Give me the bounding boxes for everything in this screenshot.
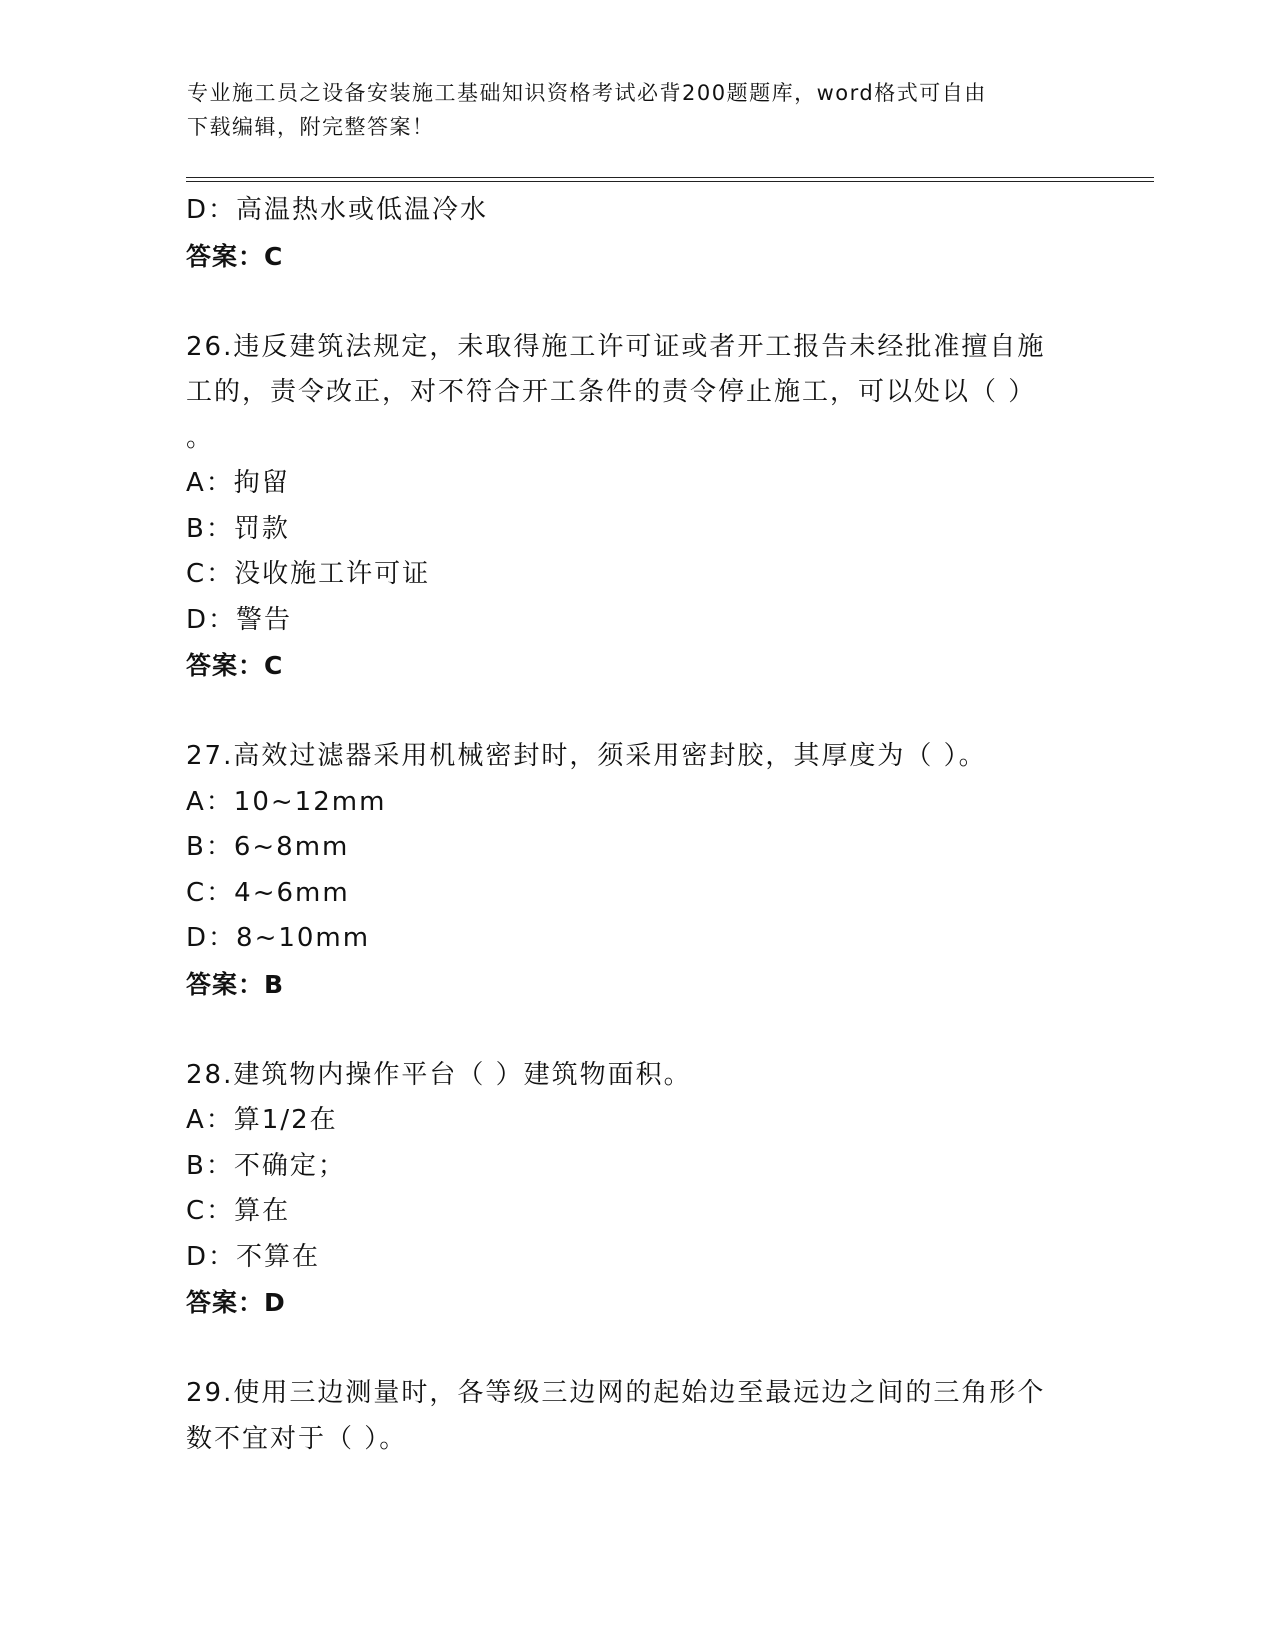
spacer <box>186 689 1086 735</box>
option-b: B：6~8mm <box>186 832 350 862</box>
option-b: B：罚款 <box>186 513 290 544</box>
question-25-tail <box>186 188 1086 279</box>
question-text-line-2: 数不宜对于（ ）。 <box>186 1423 408 1454</box>
option-c: C：没收施工许可证 <box>186 559 431 589</box>
header-title-line-2: 下载编辑，附完整答案！ <box>187 115 435 139</box>
spacer <box>186 1007 1086 1053</box>
document-header <box>187 76 1067 144</box>
answer-line: 答案：C <box>186 651 284 680</box>
question-list <box>186 188 1086 1462</box>
header-title-line-1: 专业施工员之设备安装施工基础知识资格考试必背200题题库，word格式可自由 <box>187 81 987 105</box>
option-d: D：警告 <box>186 604 293 635</box>
option-c: C：算在 <box>186 1196 291 1226</box>
option-a: A：10~12mm <box>186 786 387 817</box>
answer-line: 答案：C <box>186 241 284 271</box>
question-27 <box>186 734 1086 1007</box>
question-text-line-1: 27.高效过滤器采用机械密封时，须采用密封胶，其厚度为（ ）。 <box>186 741 987 771</box>
header-divider <box>186 177 1154 178</box>
header-divider-secondary <box>186 181 1154 182</box>
option-d: D：8~10mm <box>186 923 371 953</box>
question-text-line-2: 工的，责令改正，对不符合开工条件的责令停止施工，可以处以（ ） <box>186 377 1037 407</box>
spacer <box>186 279 1086 325</box>
question-26 <box>186 325 1086 689</box>
answer-line: 答案：D <box>186 1288 286 1317</box>
question-text-line-1: 29.使用三边测量时，各等级三边网的起始边至最远边之间的三角形个 <box>186 1378 1046 1408</box>
option-a: A：拘留 <box>186 468 290 498</box>
question-29 <box>186 1371 1086 1462</box>
option-d: D：不算在 <box>186 1241 321 1272</box>
answer-line: 答案：B <box>186 969 285 999</box>
spacer <box>186 1326 1086 1372</box>
question-text-line-3: 。 <box>186 422 215 453</box>
option-a: A：算1/2在 <box>186 1105 338 1135</box>
question-text-line-1: 28.建筑物内操作平台（ ）建筑物面积。 <box>186 1059 692 1090</box>
question-text-line-1: 26.违反建筑法规定，未取得施工许可证或者开工报告未经批准擅自施 <box>186 331 1046 362</box>
option-d: D：高温热水或低温冷水 <box>186 195 489 225</box>
question-28 <box>186 1053 1086 1326</box>
option-c: C：4~6mm <box>186 877 350 908</box>
option-b: B：不确定； <box>186 1150 346 1181</box>
